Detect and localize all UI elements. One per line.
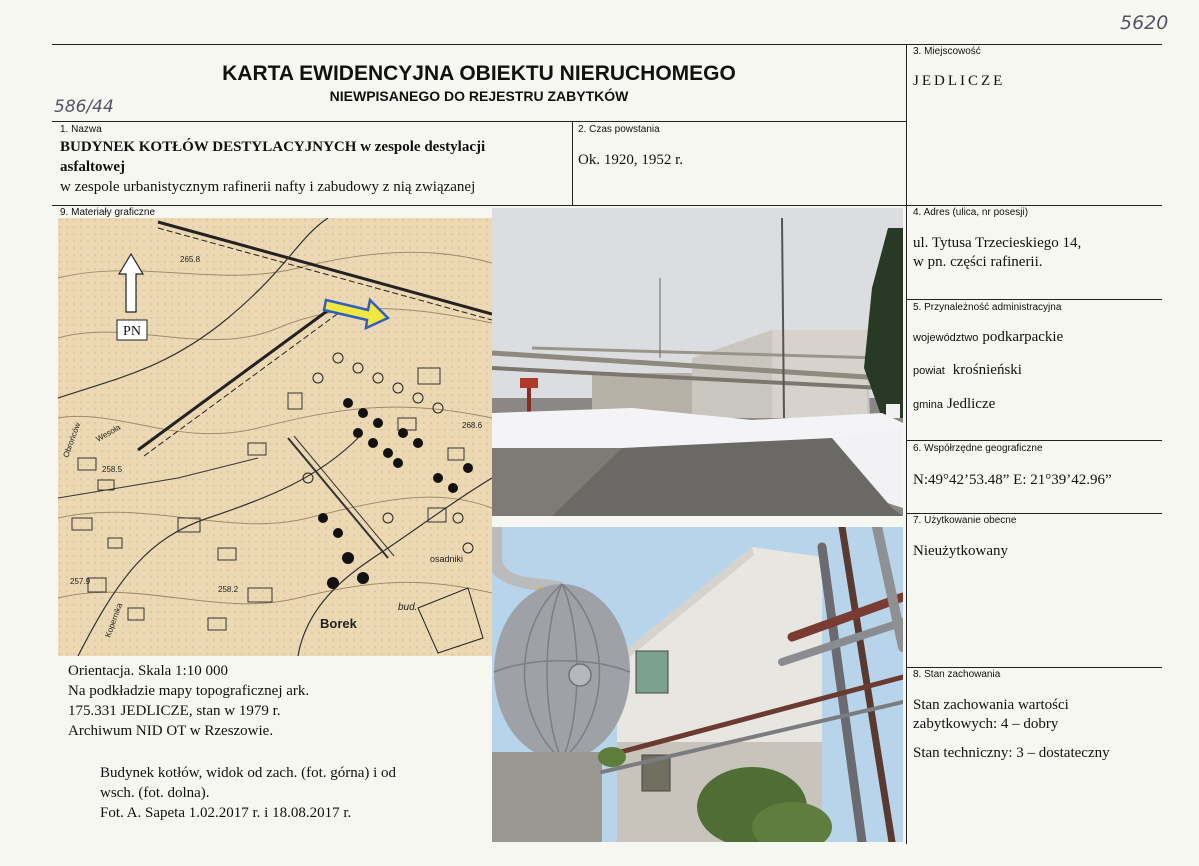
field-coords-label: 6. Współrzędne geograficzne <box>913 443 1043 454</box>
map-text: bud. <box>398 602 418 613</box>
field-date-label: 2. Czas powstania <box>578 124 660 135</box>
photo-east-view <box>492 527 903 842</box>
condition-line2: zabytkowych: 4 – dobry <box>913 716 1059 732</box>
county-label: powiat <box>913 365 945 377</box>
photo-caption-line: Fot. A. Sapeta 1.02.2017 r. i 18.08.2017 r. <box>100 805 352 821</box>
map-caption-line: Orientacja. Skala 1:10 000 <box>68 663 228 679</box>
top-rule <box>52 44 1162 45</box>
address-line2: w pn. części rafinerii. <box>913 254 1043 270</box>
photo-west-view <box>492 208 903 516</box>
county-value: krośnieński <box>952 362 1022 378</box>
address-line1: ul. Tytusa Trzecieskiego 14, <box>913 235 1082 251</box>
rule-6 <box>906 440 1162 441</box>
card-subtitle: NIEWPISANEGO DO REJESTRU ZABYTKÓW <box>329 88 629 104</box>
field-locality-label: 3. Miejscowość <box>913 46 981 57</box>
field-graphics-label: 9. Materiały graficzne <box>60 207 156 218</box>
photo-caption-line: wsch. (fot. dolna). <box>100 785 210 801</box>
county-row <box>913 361 1022 379</box>
north-label: PN <box>123 324 141 339</box>
map-text: Kopernika <box>103 601 125 639</box>
rule-8 <box>906 667 1162 668</box>
map-text: 257.9 <box>70 577 91 586</box>
field-name-label: 1. Nazwa <box>60 124 102 135</box>
object-name-line2: asfaltowej <box>60 159 125 175</box>
rule-5 <box>906 299 1162 300</box>
map-caption-line: Na podkładzie mapy topograficznej ark. <box>68 683 310 699</box>
topographic-map <box>58 218 492 656</box>
field-usage-label: 7. Użytkowanie obecne <box>913 515 1017 526</box>
photo-caption <box>100 763 485 823</box>
field-coords-value: N:49°42’53.48” E: 21°39’42.96” <box>913 472 1112 488</box>
map-text: 265.8 <box>180 255 201 264</box>
condition-line3: Stan techniczny: 3 – dostateczny <box>913 745 1110 761</box>
map-caption <box>68 661 309 741</box>
photo-caption-line: Budynek kotłów, widok od zach. (fot. górna) i od <box>100 765 397 781</box>
field-name-value <box>60 138 570 157</box>
main-divider <box>906 44 907 844</box>
divider-name-date <box>572 121 573 205</box>
archive-number-left: 586/44 <box>54 97 114 117</box>
field-address-label: 4. Adres (ulica, nr posesji) <box>913 207 1029 218</box>
map-text: 258.2 <box>218 585 239 594</box>
object-name-line3: w zespole urbanistycznym rafinerii nafty i zabudowy z nią związanej <box>60 179 476 195</box>
condition-line1: Stan zachowania wartości <box>913 697 1069 713</box>
commune-value: Jedlicze <box>946 396 996 412</box>
rule-7 <box>906 513 1162 514</box>
map-text: Obrońców <box>61 421 83 459</box>
field-date-value: Ok. 1920, 1952 r. <box>578 152 683 168</box>
rule-row1 <box>52 121 906 122</box>
archive-number-top: 5620 <box>1120 12 1169 34</box>
map-text: osadniki <box>430 554 464 564</box>
field-admin-label: 5. Przynależność administracyjna <box>913 302 1062 313</box>
commune-row <box>913 395 995 413</box>
card-title: KARTA EWIDENCYJNA OBIEKTU NIERUCHOMEGO <box>222 62 736 85</box>
object-name-context: w zespole destylacji <box>360 139 486 155</box>
map-caption-line: Archiwum NID OT w Rzeszowie. <box>68 723 274 739</box>
map-text: 258.5 <box>102 465 123 474</box>
field-locality-value: JEDLICZE <box>913 73 1006 89</box>
field-condition-label: 8. Stan zachowania <box>913 669 1001 680</box>
voivodeship-row <box>913 328 1063 346</box>
map-caption-line: 175.331 JEDLICZE, stan w 1979 r. <box>68 703 281 719</box>
rule-row2 <box>52 205 1162 206</box>
voivodeship-value: podkarpackie <box>982 329 1064 345</box>
object-name: BUDYNEK KOTŁÓW DESTYLACYJNYCH <box>60 139 357 155</box>
map-text: 268.6 <box>462 421 483 430</box>
map-drawing <box>58 218 492 656</box>
field-usage-value: Nieużytkowany <box>913 543 1008 559</box>
map-text: Wesoła <box>94 422 122 444</box>
map-text: Borek <box>320 616 357 631</box>
voivodeship-label: województwo <box>913 332 979 344</box>
commune-label: gmina <box>913 399 943 411</box>
